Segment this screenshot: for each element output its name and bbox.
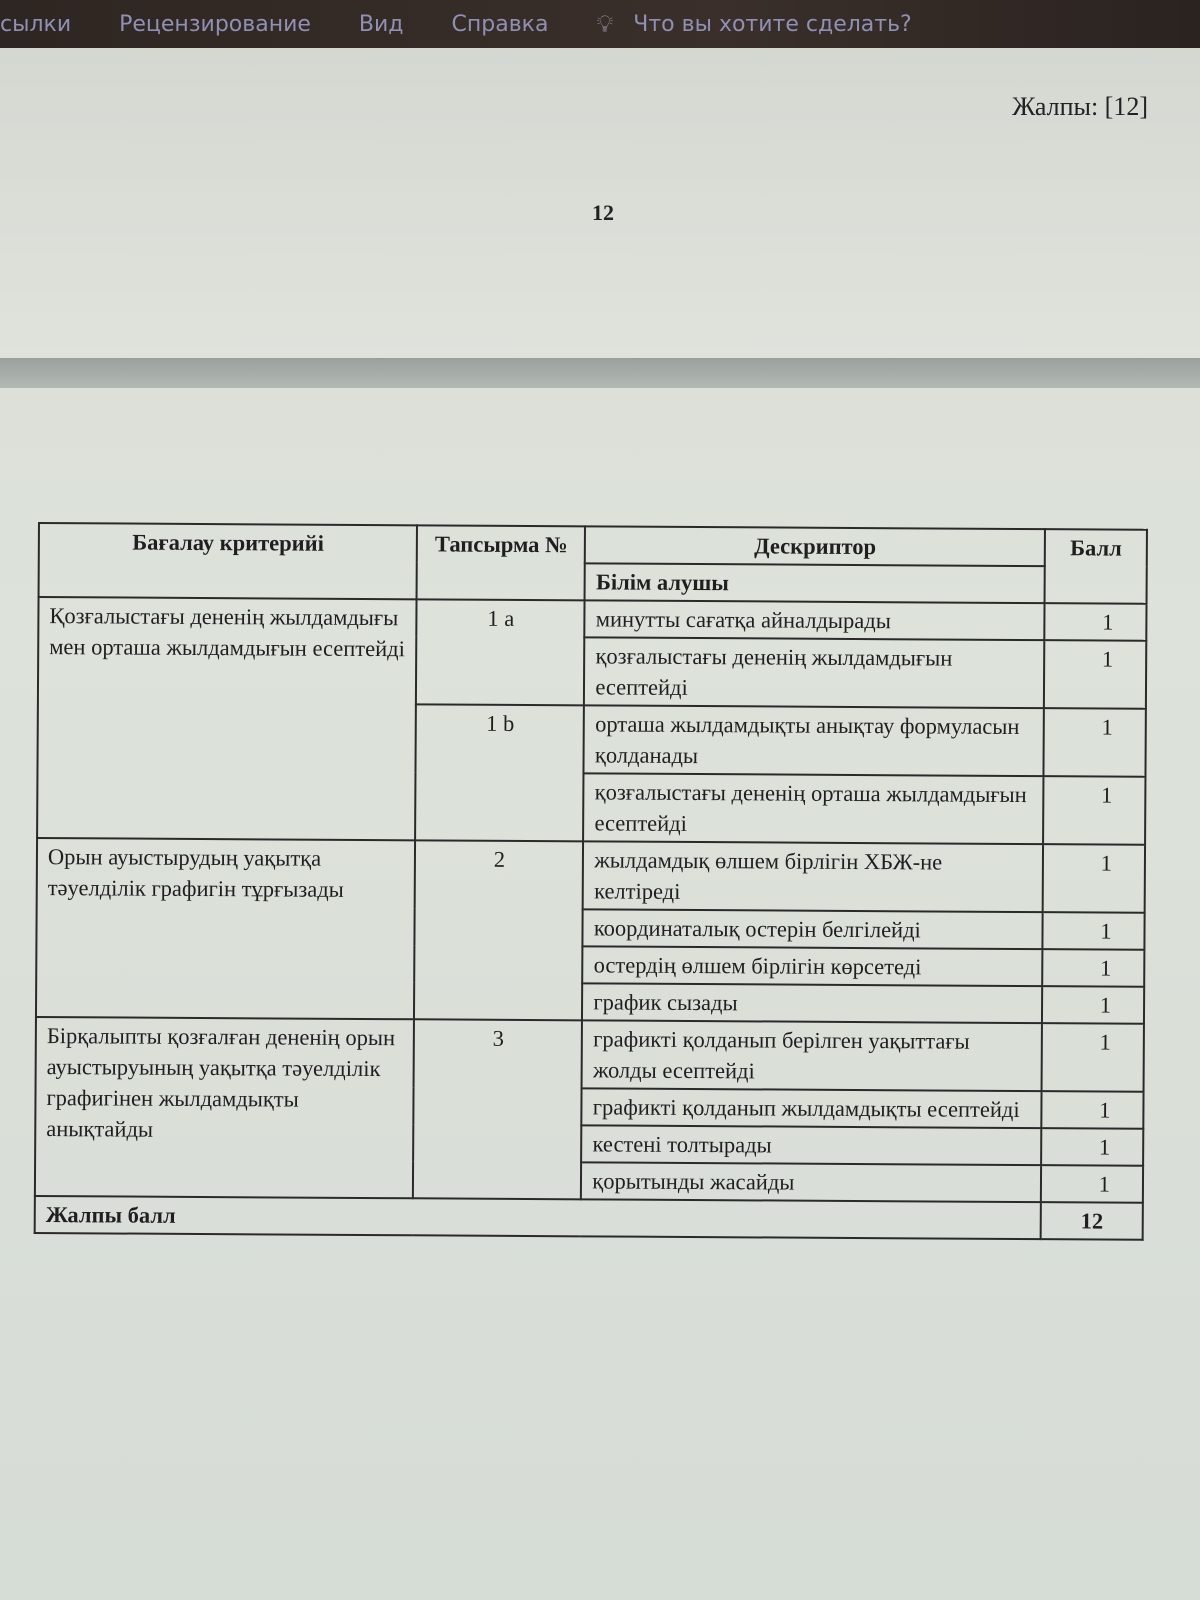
tell-me-text: Что вы хотите сделать? xyxy=(633,11,912,37)
criteria-cell: Бірқалыпты қозғалған дененің орын ауыстыруының уақытқа тәуелділік графигінен жылдамдықты анықтайды xyxy=(35,1017,415,1198)
header-descriptor: Дескриптор xyxy=(585,526,1045,566)
descriptor-cell: орташа жылдамдықты анықтау формуласын қолданады xyxy=(584,705,1044,776)
descriptor-cell: қозғалыстағы дененің орташа жылдамдығын есептейді xyxy=(583,773,1043,844)
header-criteria: Бағалау критерийі xyxy=(39,523,418,599)
descriptor-cell: остердің өлшем бірлігін көрсетеді xyxy=(583,946,1043,986)
table-header-row xyxy=(39,523,1147,567)
score-cell: 1 xyxy=(1042,1023,1144,1092)
tab-review[interactable]: Рецензирование xyxy=(119,11,311,37)
score-cell: 1 xyxy=(1042,949,1144,987)
page-number: 12 xyxy=(592,200,614,225)
page-separator xyxy=(0,358,1200,388)
score-cell: 1 xyxy=(1043,776,1145,845)
score-cell: 1 xyxy=(1042,986,1144,1024)
task-cell: 3 xyxy=(413,1019,582,1199)
score-cell: 1 xyxy=(1041,1165,1143,1203)
table-row xyxy=(36,1017,1144,1092)
ribbon-menu xyxy=(0,0,1200,48)
total-row xyxy=(35,1196,1143,1240)
descriptor-cell: координаталық остерін белгілейді xyxy=(583,909,1043,949)
assessment-table xyxy=(34,522,1148,1241)
score-cell: 1 xyxy=(1045,603,1147,641)
descriptor-cell: кестені толтырады xyxy=(581,1125,1041,1165)
total-value-cell: 12 xyxy=(1041,1202,1143,1240)
score-cell: 1 xyxy=(1044,640,1146,709)
header-score: Балл xyxy=(1045,529,1147,604)
task-cell: 2 xyxy=(414,840,583,1020)
criteria-cell: Қозғалыстағы дененің жылдамдығы мен орташа жылдамдығын есептейді xyxy=(37,597,417,840)
score-cell: 1 xyxy=(1042,1091,1144,1129)
table-row xyxy=(37,838,1145,913)
total-label-cell: Жалпы балл xyxy=(35,1196,1041,1239)
descriptor-cell: жылдамдық өлшем бірлігін ХБЖ-не келтіреді xyxy=(583,841,1043,912)
score-cell: 1 xyxy=(1043,844,1145,913)
score-cell: 1 xyxy=(1043,912,1145,950)
descriptor-cell: графикті қолданып жылдамдықты есептейді xyxy=(582,1088,1042,1128)
tab-help[interactable]: Справка xyxy=(451,11,549,37)
header-descriptor-sub: Білім алушы xyxy=(585,563,1045,603)
task-cell: 1 b xyxy=(416,704,585,841)
descriptor-cell: қорытынды жасайды xyxy=(581,1162,1041,1202)
total-label: Жалпы: [12] xyxy=(1012,92,1148,121)
descriptor-cell: график сызады xyxy=(582,983,1042,1023)
tab-references[interactable]: сылки xyxy=(0,11,72,37)
descriptor-cell: қозғалыстағы дененің жылдамдығын есептейді xyxy=(584,637,1044,708)
header-task: Тапсырма № xyxy=(417,525,585,600)
score-cell: 1 xyxy=(1041,1128,1143,1166)
tell-me[interactable] xyxy=(596,10,911,38)
tab-view[interactable]: Вид xyxy=(358,11,404,37)
descriptor-cell: графикті қолданып берілген уақыттағы жолды есептейді xyxy=(582,1020,1042,1091)
table-row xyxy=(38,597,1146,641)
criteria-cell: Орын ауыстырудың уақытқа тәуелділік графигін тұрғызады xyxy=(36,838,416,1019)
lightbulb-icon: 💡︎ xyxy=(596,10,614,38)
task-cell: 1 a xyxy=(416,599,585,705)
descriptor-cell: минутты сағатқа айналдырады xyxy=(585,600,1045,640)
score-cell: 1 xyxy=(1044,708,1146,777)
